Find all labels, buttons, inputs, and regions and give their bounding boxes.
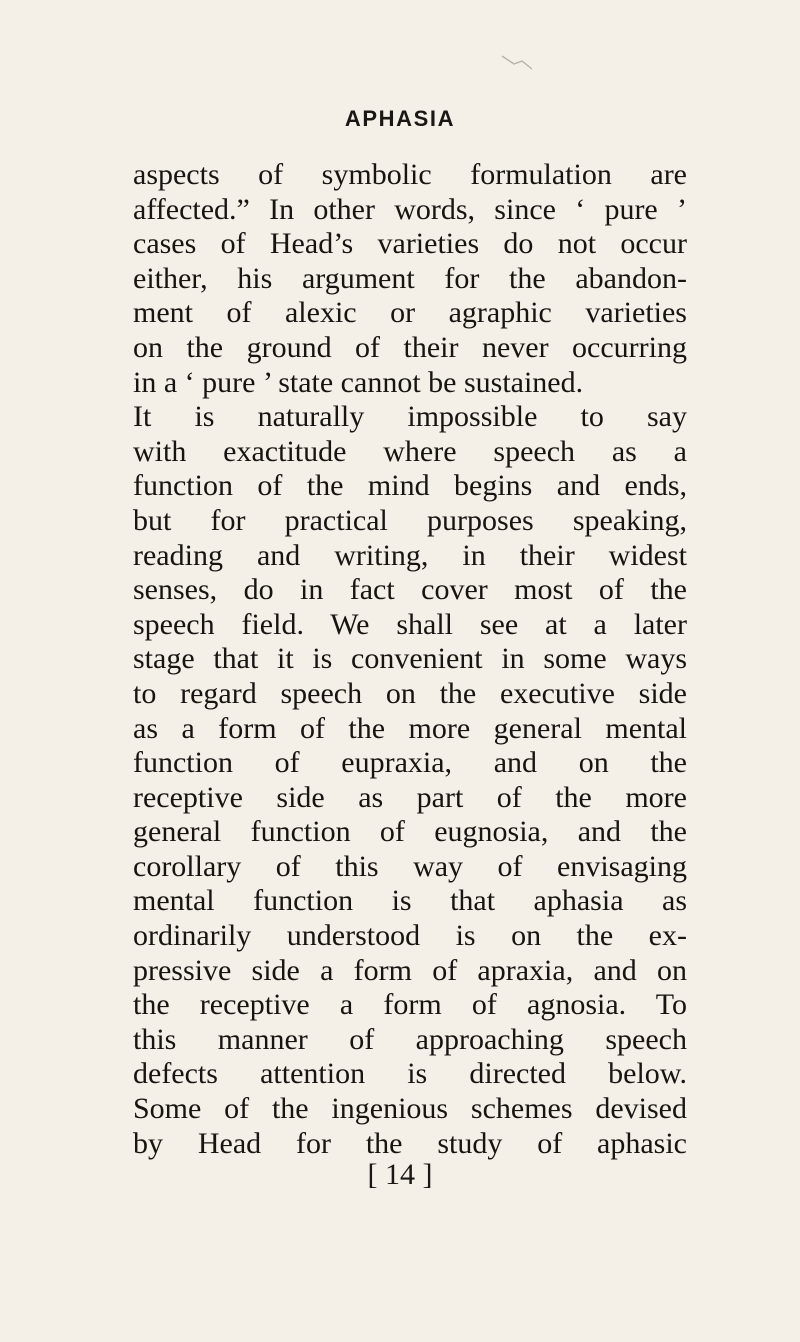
text-line: defects attention is directed below.	[133, 1057, 687, 1091]
text-line: ment of alexic or agraphic varieties	[133, 296, 687, 330]
text-line: cases of Head’s varieties do not occur	[133, 227, 687, 261]
scan-smudge-mark	[500, 52, 534, 72]
text-line: to regard speech on the executive side	[133, 676, 687, 710]
text-line: senses, do in fact cover most of the	[133, 573, 687, 607]
text-line: this manner of approaching speech	[133, 1022, 687, 1056]
text-line: the receptive a form of agnosia. To	[133, 988, 687, 1022]
running-head: APHASIA	[344, 106, 456, 131]
text-line: general function of eugnosia, and the	[133, 815, 687, 849]
text-line: stage that it is convenient in some ways	[133, 642, 687, 676]
page-number: [ 14 ]	[367, 1158, 433, 1191]
text-line: in a ‘ pure ’ state cannot be sustained.	[133, 365, 584, 399]
text-line: pressive side a form of apraxia, and on	[133, 953, 687, 987]
body-text	[133, 158, 687, 1161]
text-line: Some of the ingenious schemes devised	[133, 1092, 687, 1126]
text-line: but for practical purposes speaking,	[133, 503, 687, 537]
text-line: either, his argument for the abandon-	[133, 261, 687, 295]
text-line: on the ground of their never occurring	[133, 330, 687, 364]
text-line: corollary of this way of envisaging	[133, 849, 687, 883]
text-line: mental function is that aphasia as	[133, 884, 687, 918]
text-line: It is naturally impossible to say	[133, 400, 687, 434]
text-line: function of the mind begins and ends,	[133, 469, 687, 503]
text-line: function of eupraxia, and on the	[133, 746, 687, 780]
text-line: with exactitude where speech as a	[133, 434, 687, 468]
text-line: ordinarily understood is on the ex-	[133, 919, 687, 953]
text-line: by Head for the study of aphasic	[133, 1126, 687, 1160]
text-line: reading and writing, in their widest	[133, 538, 687, 572]
text-line: speech field. We shall see at a later	[133, 607, 687, 641]
text-line: receptive side as part of the more	[133, 780, 687, 814]
text-line: aspects of symbolic formulation are	[133, 158, 687, 191]
text-line: as a form of the more general mental	[133, 711, 687, 745]
text-line: affected.” In other words, since ‘ pure ’	[133, 192, 687, 226]
